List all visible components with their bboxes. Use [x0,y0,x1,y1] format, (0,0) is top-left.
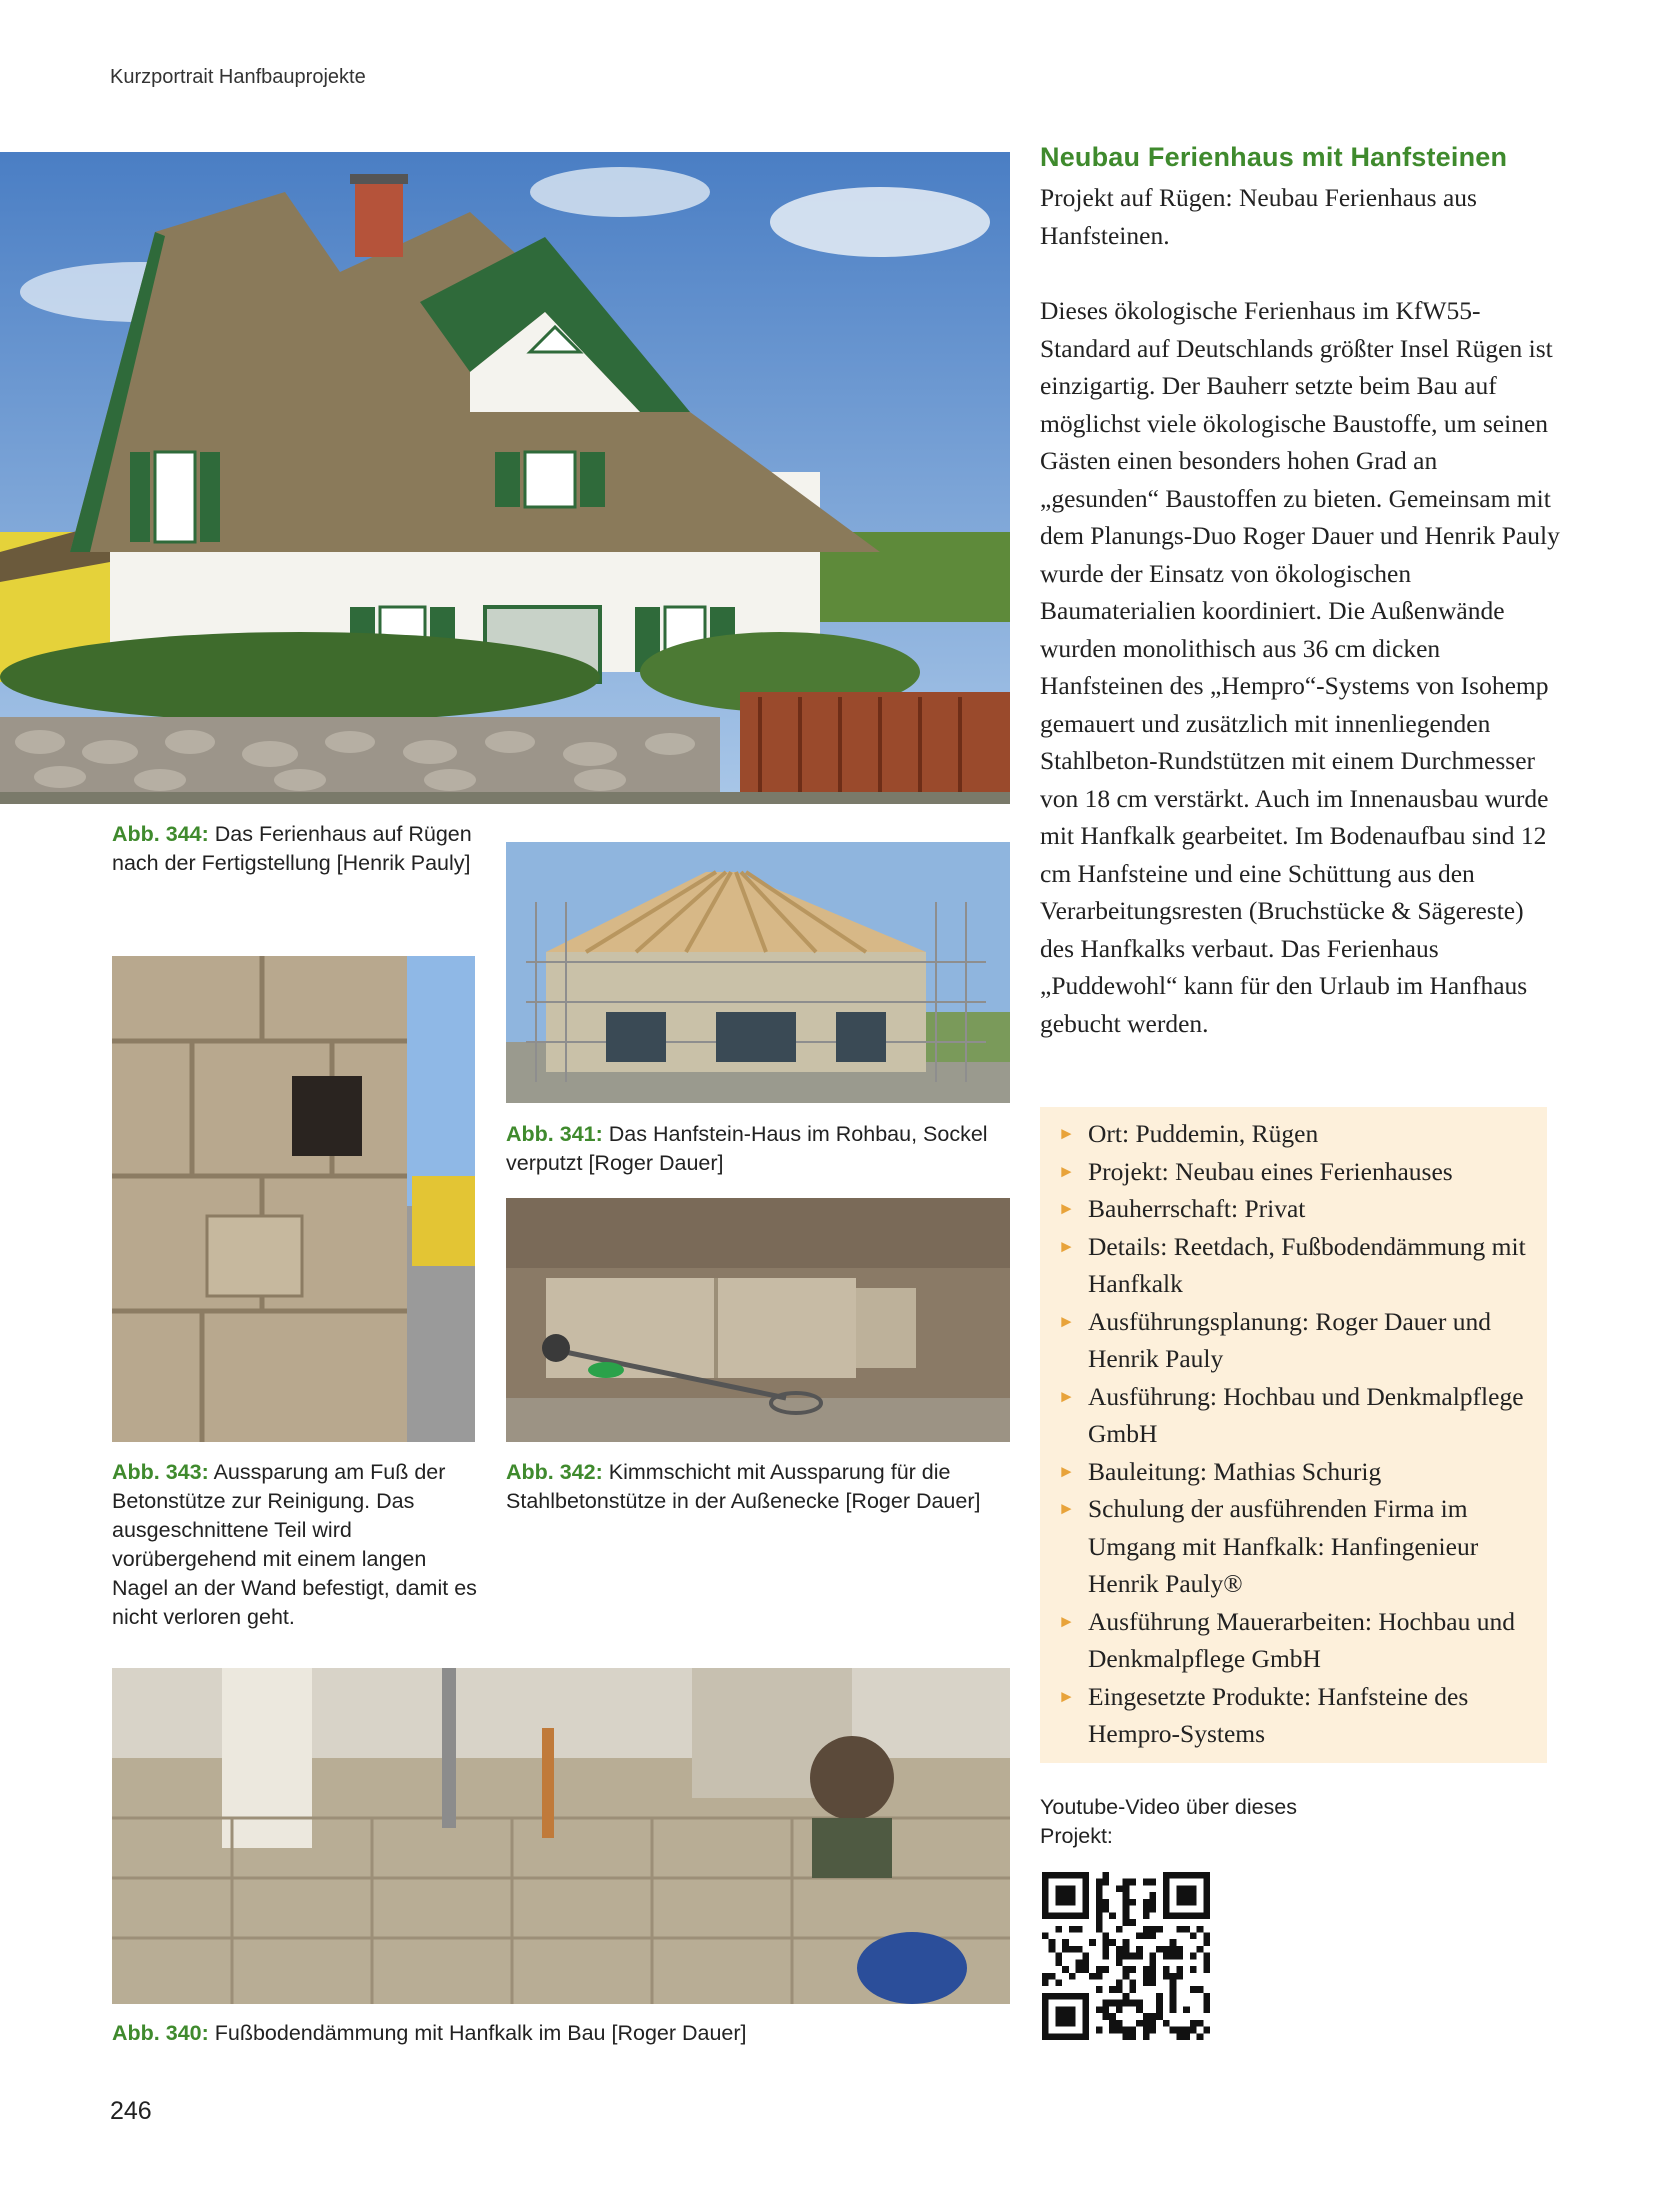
fact-item [1058,1115,1537,1153]
fact-item [1058,1153,1537,1191]
bullet-icon: ► [1058,1386,1075,1406]
project-facts-list [1040,1107,1547,1753]
bullet-icon: ► [1058,1161,1075,1181]
fact-text: Eingesetzte Produkte: Hanfsteine des Hempro-Systems [1088,1681,1469,1748]
caption-label: Abb. 344: [112,822,209,846]
photo-levelling-course [506,1198,1010,1442]
photo-holiday-house [0,152,1010,804]
bullet-icon: ► [1058,1311,1075,1331]
fact-item [1058,1453,1537,1491]
bullet-icon: ► [1058,1611,1075,1631]
fact-text: Ausführung Mauerarbeiten: Hochbau und Denkmalpflege GmbH [1088,1606,1516,1673]
youtube-note: Youtube-Video über dieses Projekt: [1040,1795,1298,1848]
bullet-icon: ► [1058,1199,1075,1218]
caption-text: Das Hanfstein-Haus im Rohbau, Sockel verputzt [Roger Dauer] [506,1122,988,1175]
article-body: Dieses ökologische Ferienhaus im KfW55-Standard auf Deutschlands größter Insel Rügen ist einzigartig. Der Bauherr setzte beim Bau auf möglichst viele ökologische Baustoffe, um seinen Gästen einen besonders hohen Grad an „gesunden“ Baustoffen zu bieten. Gemeinsam mit dem Planungs-Duo Roger Dauer und Henrik Pauly wurde der Einsatz von ökologischen Baumaterialien koordiniert. Die Außenwände wurden monolithisch aus 36 cm dicken Hanfsteinen des „Hempro“-Systems von Isohemp gemauert und zusätzlich mit innenliegenden Stahlbeton-Rundstützen mit einem Durchmesser von 18 cm verstärkt. Auch im Innenausbau wurde mit Hanfkalk gearbeitet. Im Bodenaufbau sind 12 cm Hanfsteine und eine Schüttung aus den Verarbeitungsresten (Bruchstücke & Sägereste) des Hanfkalks verbaut. Das Ferienhaus „Puddewohl“ kann für den Urlaub im Hanfhaus gebucht werden. [1040,296,1560,1038]
fact-item [1058,1378,1537,1453]
page-number: 246 [110,2097,152,2125]
caption-text: Das Ferienhaus auf Rügen nach der Fertigstellung [Henrik Pauly] [112,822,472,875]
fact-text: Ort: Puddemin, Rügen [1088,1119,1319,1148]
caption-abb343 [112,1458,482,1632]
photo-floor-insulation [112,1668,1010,2004]
fact-text: Ausführung: Hochbau und Denkmalpflege GmbH [1088,1381,1524,1448]
article-headline: Neubau Ferienhaus mit Hanfsteinen [1040,142,1508,172]
caption-text: Fußbodendämmung mit Hanfkalk im Bau [Roger Dauer] [208,2021,747,2045]
photo-shell-scaffolding [506,842,1010,1103]
fact-item [1058,1490,1537,1603]
fact-text: Schulung der ausführenden Firma im Umgang mit Hanfkalk: Hanfingenieur Henrik Pauly® [1088,1494,1479,1598]
bullet-icon: ► [1058,1236,1075,1256]
bullet-icon: ► [1058,1124,1075,1143]
bullet-icon: ► [1058,1499,1075,1518]
fact-text: Bauleitung: Mathias Schurig [1088,1456,1382,1486]
fact-text: Ausführungsplanung: Roger Dauer und Henrik Pauly [1088,1306,1491,1373]
fact-item [1058,1228,1537,1303]
caption-label: Abb. 340: [112,2021,209,2045]
fact-item [1058,1190,1537,1228]
fact-item [1058,1303,1537,1378]
fact-item [1058,1678,1537,1753]
caption-abb344 [112,820,472,878]
caption-abb342 [506,1458,1006,1516]
caption-label: Abb. 343: [112,1460,209,1484]
fact-text: Bauherrschaft: Privat [1088,1194,1306,1223]
caption-label: Abb. 341: [506,1122,603,1146]
bullet-icon: ► [1058,1686,1075,1706]
fact-text: Details: Reetdach, Fußbodendämmung mit Hanfkalk [1088,1231,1526,1298]
caption-text: Aussparung am Fuß der Betonstütze zur Reinigung. Das ausgeschnittene Teil wird vorübergehend mit einem langen Nagel an der Wand befestigt, damit es nicht verloren geht. [112,1460,477,1629]
fact-text: Projekt: Neubau eines Ferienhauses [1088,1156,1453,1186]
article-intro: Projekt auf Rügen: Neubau Ferienhaus aus Hanfsteinen. [1040,183,1477,250]
caption-abb341 [506,1120,1006,1178]
caption-text: Kimmschicht mit Aussparung für die Stahlbetonstütze in der Außenecke [Roger Dauer] [506,1460,981,1513]
qr-code-icon[interactable] [1042,1872,1210,2040]
caption-label: Abb. 342: [506,1460,603,1484]
running-head: Kurzportrait Hanfbauprojekte [110,66,366,88]
bullet-icon: ► [1058,1461,1075,1481]
caption-abb340 [112,2019,1010,2048]
project-facts-box [1040,1107,1547,1763]
fact-item [1058,1603,1537,1678]
photo-column-recess [112,956,475,1442]
